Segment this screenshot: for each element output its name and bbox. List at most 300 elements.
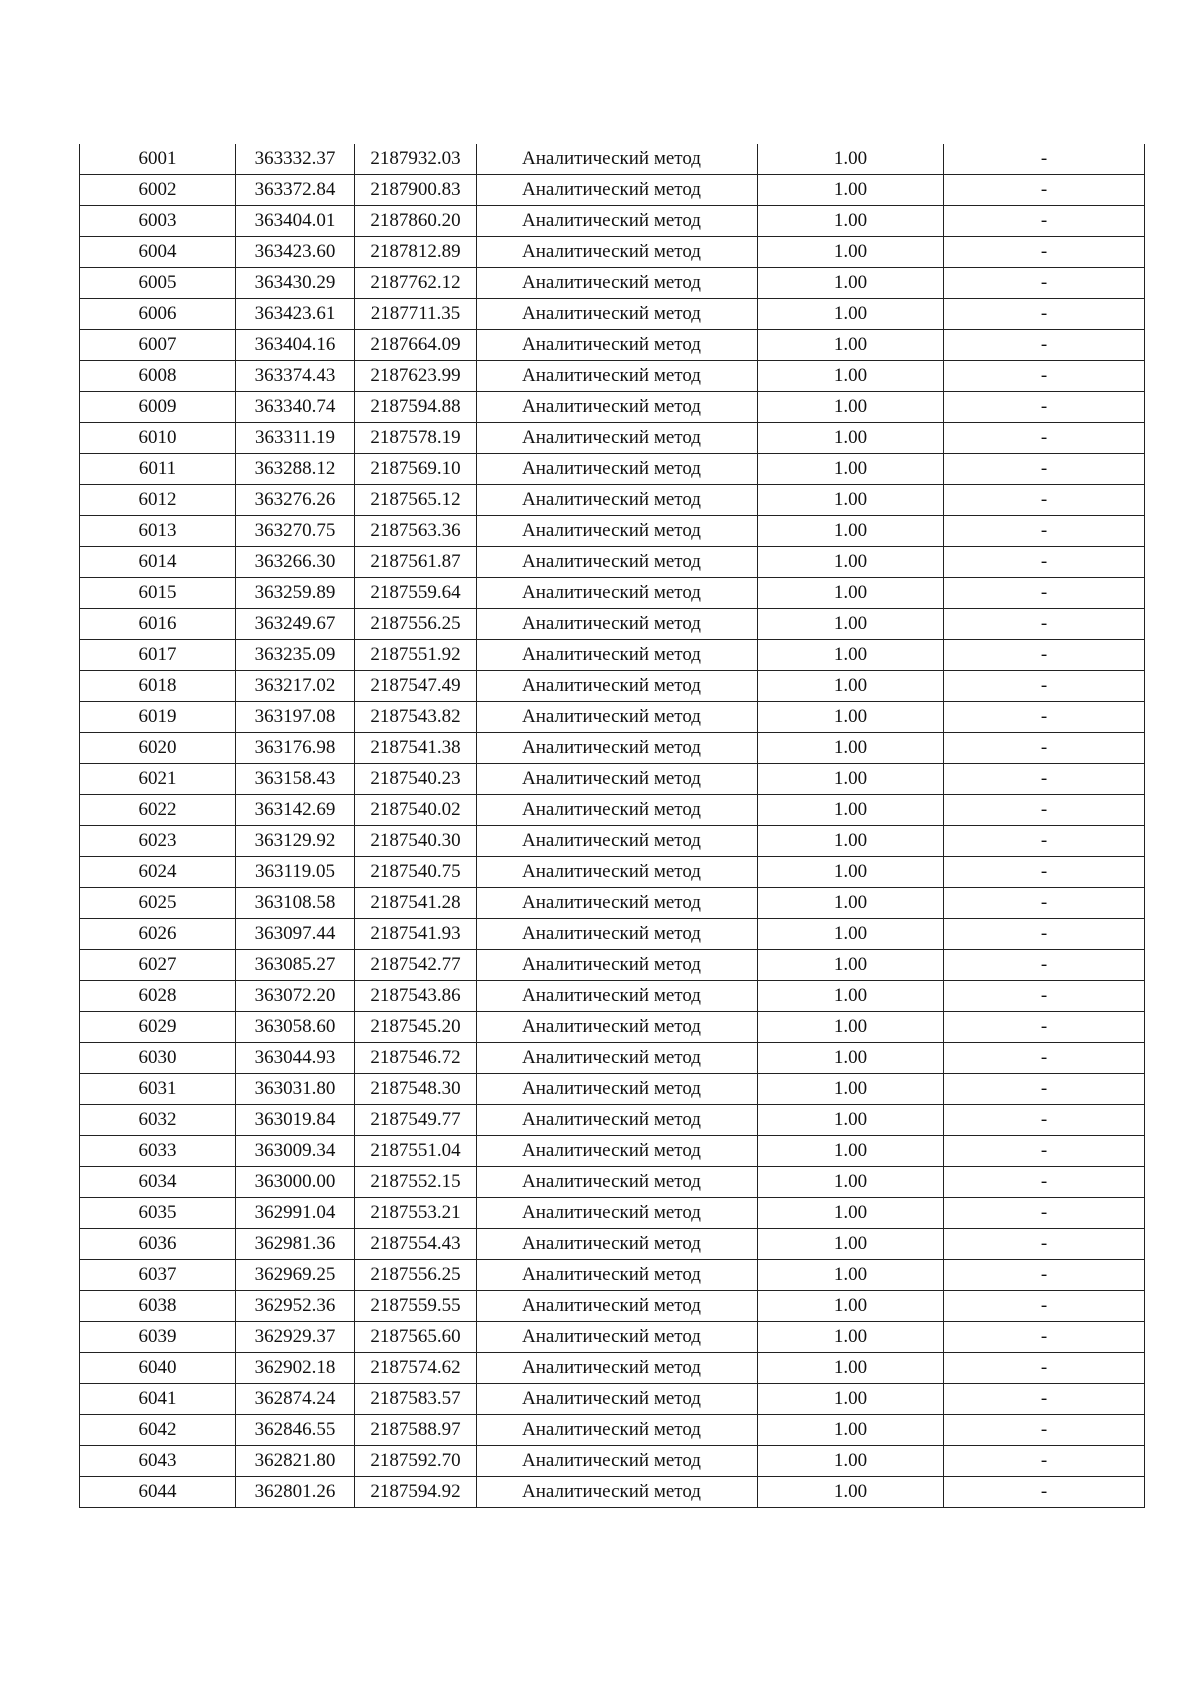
y-coordinate-cell: 2187762.12 — [355, 268, 477, 299]
method-cell: Аналитический метод — [477, 609, 758, 640]
x-coordinate-cell: 363019.84 — [236, 1105, 355, 1136]
note-cell: - — [944, 268, 1145, 299]
point-number-cell: 6037 — [80, 1260, 236, 1291]
accuracy-cell: 1.00 — [758, 950, 944, 981]
point-number-cell: 6044 — [80, 1477, 236, 1508]
note-cell: - — [944, 671, 1145, 702]
method-cell: Аналитический метод — [477, 857, 758, 888]
point-number-cell: 6024 — [80, 857, 236, 888]
point-number-cell: 6015 — [80, 578, 236, 609]
point-number-cell: 6041 — [80, 1384, 236, 1415]
method-cell: Аналитический метод — [477, 1477, 758, 1508]
x-coordinate-cell: 363197.08 — [236, 702, 355, 733]
y-coordinate-cell: 2187860.20 — [355, 206, 477, 237]
table-row — [80, 206, 1145, 237]
table-row — [80, 144, 1145, 175]
accuracy-cell: 1.00 — [758, 392, 944, 423]
accuracy-cell: 1.00 — [758, 1446, 944, 1477]
note-cell: - — [944, 609, 1145, 640]
table-row — [80, 609, 1145, 640]
method-cell: Аналитический метод — [477, 423, 758, 454]
x-coordinate-cell: 363009.34 — [236, 1136, 355, 1167]
method-cell: Аналитический метод — [477, 268, 758, 299]
method-cell: Аналитический метод — [477, 1012, 758, 1043]
x-coordinate-cell: 362929.37 — [236, 1322, 355, 1353]
table-row — [80, 1384, 1145, 1415]
note-cell: - — [944, 1353, 1145, 1384]
note-cell: - — [944, 1074, 1145, 1105]
point-number-cell: 6014 — [80, 547, 236, 578]
point-number-cell: 6027 — [80, 950, 236, 981]
y-coordinate-cell: 2187540.75 — [355, 857, 477, 888]
table-row — [80, 423, 1145, 454]
x-coordinate-cell: 362981.36 — [236, 1229, 355, 1260]
x-coordinate-cell: 363404.16 — [236, 330, 355, 361]
accuracy-cell: 1.00 — [758, 454, 944, 485]
x-coordinate-cell: 363085.27 — [236, 950, 355, 981]
accuracy-cell: 1.00 — [758, 1322, 944, 1353]
method-cell: Аналитический метод — [477, 299, 758, 330]
point-number-cell: 6007 — [80, 330, 236, 361]
x-coordinate-cell: 362821.80 — [236, 1446, 355, 1477]
accuracy-cell: 1.00 — [758, 1105, 944, 1136]
note-cell: - — [944, 454, 1145, 485]
accuracy-cell: 1.00 — [758, 1043, 944, 1074]
method-cell: Аналитический метод — [477, 1105, 758, 1136]
x-coordinate-cell: 362952.36 — [236, 1291, 355, 1322]
note-cell: - — [944, 330, 1145, 361]
point-number-cell: 6039 — [80, 1322, 236, 1353]
note-cell: - — [944, 1446, 1145, 1477]
note-cell: - — [944, 144, 1145, 175]
accuracy-cell: 1.00 — [758, 1415, 944, 1446]
x-coordinate-cell: 363430.29 — [236, 268, 355, 299]
table-row — [80, 1105, 1145, 1136]
y-coordinate-cell: 2187565.12 — [355, 485, 477, 516]
x-coordinate-cell: 363044.93 — [236, 1043, 355, 1074]
point-number-cell: 6034 — [80, 1167, 236, 1198]
table-row — [80, 1229, 1145, 1260]
note-cell: - — [944, 888, 1145, 919]
table-row — [80, 919, 1145, 950]
table-row — [80, 1415, 1145, 1446]
table-row — [80, 1074, 1145, 1105]
method-cell: Аналитический метод — [477, 144, 758, 175]
method-cell: Аналитический метод — [477, 361, 758, 392]
point-number-cell: 6004 — [80, 237, 236, 268]
x-coordinate-cell: 363374.43 — [236, 361, 355, 392]
x-coordinate-cell: 363072.20 — [236, 981, 355, 1012]
note-cell: - — [944, 795, 1145, 826]
y-coordinate-cell: 2187541.28 — [355, 888, 477, 919]
method-cell: Аналитический метод — [477, 1043, 758, 1074]
note-cell: - — [944, 423, 1145, 454]
accuracy-cell: 1.00 — [758, 144, 944, 175]
accuracy-cell: 1.00 — [758, 671, 944, 702]
accuracy-cell: 1.00 — [758, 981, 944, 1012]
x-coordinate-cell: 363129.92 — [236, 826, 355, 857]
y-coordinate-cell: 2187548.30 — [355, 1074, 477, 1105]
point-number-cell: 6030 — [80, 1043, 236, 1074]
point-number-cell: 6028 — [80, 981, 236, 1012]
y-coordinate-cell: 2187574.62 — [355, 1353, 477, 1384]
table-row — [80, 516, 1145, 547]
point-number-cell: 6032 — [80, 1105, 236, 1136]
point-number-cell: 6002 — [80, 175, 236, 206]
accuracy-cell: 1.00 — [758, 795, 944, 826]
table-row — [80, 237, 1145, 268]
table-row — [80, 361, 1145, 392]
note-cell: - — [944, 1012, 1145, 1043]
y-coordinate-cell: 2187551.04 — [355, 1136, 477, 1167]
accuracy-cell: 1.00 — [758, 516, 944, 547]
y-coordinate-cell: 2187556.25 — [355, 609, 477, 640]
table-row — [80, 1167, 1145, 1198]
table-row — [80, 733, 1145, 764]
y-coordinate-cell: 2187549.77 — [355, 1105, 477, 1136]
y-coordinate-cell: 2187545.20 — [355, 1012, 477, 1043]
accuracy-cell: 1.00 — [758, 578, 944, 609]
note-cell: - — [944, 516, 1145, 547]
table-row — [80, 1477, 1145, 1508]
accuracy-cell: 1.00 — [758, 268, 944, 299]
note-cell: - — [944, 1198, 1145, 1229]
note-cell: - — [944, 919, 1145, 950]
point-number-cell: 6040 — [80, 1353, 236, 1384]
note-cell: - — [944, 826, 1145, 857]
method-cell: Аналитический метод — [477, 1136, 758, 1167]
note-cell: - — [944, 733, 1145, 764]
accuracy-cell: 1.00 — [758, 888, 944, 919]
method-cell: Аналитический метод — [477, 919, 758, 950]
point-number-cell: 6035 — [80, 1198, 236, 1229]
note-cell: - — [944, 1477, 1145, 1508]
table-row — [80, 981, 1145, 1012]
accuracy-cell: 1.00 — [758, 330, 944, 361]
method-cell: Аналитический метод — [477, 547, 758, 578]
x-coordinate-cell: 363332.37 — [236, 144, 355, 175]
x-coordinate-cell: 363266.30 — [236, 547, 355, 578]
accuracy-cell: 1.00 — [758, 1291, 944, 1322]
y-coordinate-cell: 2187561.87 — [355, 547, 477, 578]
table-row — [80, 330, 1145, 361]
accuracy-cell: 1.00 — [758, 423, 944, 454]
table-row — [80, 1353, 1145, 1384]
y-coordinate-cell: 2187559.55 — [355, 1291, 477, 1322]
table-row — [80, 1291, 1145, 1322]
accuracy-cell: 1.00 — [758, 1012, 944, 1043]
coordinates-table — [79, 144, 1145, 1508]
y-coordinate-cell: 2187546.72 — [355, 1043, 477, 1074]
accuracy-cell: 1.00 — [758, 919, 944, 950]
point-number-cell: 6006 — [80, 299, 236, 330]
table-row — [80, 888, 1145, 919]
y-coordinate-cell: 2187543.86 — [355, 981, 477, 1012]
x-coordinate-cell: 363108.58 — [236, 888, 355, 919]
accuracy-cell: 1.00 — [758, 1229, 944, 1260]
note-cell: - — [944, 857, 1145, 888]
table-row — [80, 299, 1145, 330]
note-cell: - — [944, 1260, 1145, 1291]
x-coordinate-cell: 363158.43 — [236, 764, 355, 795]
method-cell: Аналитический метод — [477, 826, 758, 857]
table-row — [80, 175, 1145, 206]
accuracy-cell: 1.00 — [758, 1260, 944, 1291]
note-cell: - — [944, 361, 1145, 392]
note-cell: - — [944, 1291, 1145, 1322]
point-number-cell: 6026 — [80, 919, 236, 950]
method-cell: Аналитический метод — [477, 950, 758, 981]
accuracy-cell: 1.00 — [758, 640, 944, 671]
x-coordinate-cell: 363000.00 — [236, 1167, 355, 1198]
accuracy-cell: 1.00 — [758, 485, 944, 516]
method-cell: Аналитический метод — [477, 1198, 758, 1229]
table-row — [80, 578, 1145, 609]
x-coordinate-cell: 363311.19 — [236, 423, 355, 454]
method-cell: Аналитический метод — [477, 764, 758, 795]
y-coordinate-cell: 2187552.15 — [355, 1167, 477, 1198]
x-coordinate-cell: 363097.44 — [236, 919, 355, 950]
method-cell: Аналитический метод — [477, 671, 758, 702]
note-cell: - — [944, 1167, 1145, 1198]
point-number-cell: 6020 — [80, 733, 236, 764]
point-number-cell: 6029 — [80, 1012, 236, 1043]
note-cell: - — [944, 547, 1145, 578]
method-cell: Аналитический метод — [477, 485, 758, 516]
note-cell: - — [944, 1229, 1145, 1260]
point-number-cell: 6013 — [80, 516, 236, 547]
table-row — [80, 1446, 1145, 1477]
accuracy-cell: 1.00 — [758, 857, 944, 888]
y-coordinate-cell: 2187592.70 — [355, 1446, 477, 1477]
note-cell: - — [944, 950, 1145, 981]
method-cell: Аналитический метод — [477, 1229, 758, 1260]
note-cell: - — [944, 1415, 1145, 1446]
x-coordinate-cell: 362902.18 — [236, 1353, 355, 1384]
table-row — [80, 1012, 1145, 1043]
x-coordinate-cell: 363031.80 — [236, 1074, 355, 1105]
table-row — [80, 454, 1145, 485]
accuracy-cell: 1.00 — [758, 1353, 944, 1384]
method-cell: Аналитический метод — [477, 1322, 758, 1353]
point-number-cell: 6018 — [80, 671, 236, 702]
method-cell: Аналитический метод — [477, 1074, 758, 1105]
note-cell: - — [944, 1105, 1145, 1136]
note-cell: - — [944, 299, 1145, 330]
accuracy-cell: 1.00 — [758, 826, 944, 857]
x-coordinate-cell: 363142.69 — [236, 795, 355, 826]
x-coordinate-cell: 362846.55 — [236, 1415, 355, 1446]
method-cell: Аналитический метод — [477, 330, 758, 361]
note-cell: - — [944, 578, 1145, 609]
x-coordinate-cell: 363340.74 — [236, 392, 355, 423]
x-coordinate-cell: 363404.01 — [236, 206, 355, 237]
note-cell: - — [944, 640, 1145, 671]
point-number-cell: 6001 — [80, 144, 236, 175]
method-cell: Аналитический метод — [477, 206, 758, 237]
point-number-cell: 6023 — [80, 826, 236, 857]
table-row — [80, 795, 1145, 826]
note-cell: - — [944, 981, 1145, 1012]
accuracy-cell: 1.00 — [758, 702, 944, 733]
y-coordinate-cell: 2187711.35 — [355, 299, 477, 330]
x-coordinate-cell: 362874.24 — [236, 1384, 355, 1415]
accuracy-cell: 1.00 — [758, 733, 944, 764]
y-coordinate-cell: 2187540.23 — [355, 764, 477, 795]
table-row — [80, 1136, 1145, 1167]
x-coordinate-cell: 363058.60 — [236, 1012, 355, 1043]
point-number-cell: 6008 — [80, 361, 236, 392]
point-number-cell: 6009 — [80, 392, 236, 423]
coordinates-table-body — [80, 144, 1145, 1508]
method-cell: Аналитический метод — [477, 1415, 758, 1446]
method-cell: Аналитический метод — [477, 175, 758, 206]
y-coordinate-cell: 2187554.43 — [355, 1229, 477, 1260]
point-number-cell: 6043 — [80, 1446, 236, 1477]
y-coordinate-cell: 2187541.93 — [355, 919, 477, 950]
y-coordinate-cell: 2187540.30 — [355, 826, 477, 857]
note-cell: - — [944, 206, 1145, 237]
y-coordinate-cell: 2187540.02 — [355, 795, 477, 826]
method-cell: Аналитический метод — [477, 888, 758, 919]
point-number-cell: 6036 — [80, 1229, 236, 1260]
x-coordinate-cell: 363423.61 — [236, 299, 355, 330]
note-cell: - — [944, 1322, 1145, 1353]
table-row — [80, 826, 1145, 857]
method-cell: Аналитический метод — [477, 1384, 758, 1415]
table-row — [80, 392, 1145, 423]
note-cell: - — [944, 175, 1145, 206]
accuracy-cell: 1.00 — [758, 237, 944, 268]
point-number-cell: 6019 — [80, 702, 236, 733]
method-cell: Аналитический метод — [477, 1446, 758, 1477]
point-number-cell: 6011 — [80, 454, 236, 485]
y-coordinate-cell: 2187594.92 — [355, 1477, 477, 1508]
method-cell: Аналитический метод — [477, 640, 758, 671]
x-coordinate-cell: 363235.09 — [236, 640, 355, 671]
x-coordinate-cell: 362801.26 — [236, 1477, 355, 1508]
y-coordinate-cell: 2187623.99 — [355, 361, 477, 392]
y-coordinate-cell: 2187578.19 — [355, 423, 477, 454]
accuracy-cell: 1.00 — [758, 361, 944, 392]
x-coordinate-cell: 363276.26 — [236, 485, 355, 516]
y-coordinate-cell: 2187543.82 — [355, 702, 477, 733]
point-number-cell: 6003 — [80, 206, 236, 237]
x-coordinate-cell: 363176.98 — [236, 733, 355, 764]
note-cell: - — [944, 764, 1145, 795]
x-coordinate-cell: 363423.60 — [236, 237, 355, 268]
note-cell: - — [944, 1384, 1145, 1415]
y-coordinate-cell: 2187588.97 — [355, 1415, 477, 1446]
note-cell: - — [944, 392, 1145, 423]
y-coordinate-cell: 2187594.88 — [355, 392, 477, 423]
accuracy-cell: 1.00 — [758, 547, 944, 578]
accuracy-cell: 1.00 — [758, 1198, 944, 1229]
method-cell: Аналитический метод — [477, 1353, 758, 1384]
table-row — [80, 485, 1145, 516]
method-cell: Аналитический метод — [477, 578, 758, 609]
note-cell: - — [944, 237, 1145, 268]
table-row — [80, 268, 1145, 299]
y-coordinate-cell: 2187900.83 — [355, 175, 477, 206]
y-coordinate-cell: 2187932.03 — [355, 144, 477, 175]
accuracy-cell: 1.00 — [758, 1477, 944, 1508]
x-coordinate-cell: 363372.84 — [236, 175, 355, 206]
y-coordinate-cell: 2187569.10 — [355, 454, 477, 485]
point-number-cell: 6033 — [80, 1136, 236, 1167]
x-coordinate-cell: 363119.05 — [236, 857, 355, 888]
accuracy-cell: 1.00 — [758, 1074, 944, 1105]
point-number-cell: 6005 — [80, 268, 236, 299]
y-coordinate-cell: 2187542.77 — [355, 950, 477, 981]
table-row — [80, 857, 1145, 888]
y-coordinate-cell: 2187551.92 — [355, 640, 477, 671]
table-row — [80, 1322, 1145, 1353]
y-coordinate-cell: 2187553.21 — [355, 1198, 477, 1229]
table-row — [80, 1198, 1145, 1229]
method-cell: Аналитический метод — [477, 392, 758, 423]
note-cell: - — [944, 1136, 1145, 1167]
y-coordinate-cell: 2187563.36 — [355, 516, 477, 547]
point-number-cell: 6012 — [80, 485, 236, 516]
method-cell: Аналитический метод — [477, 981, 758, 1012]
accuracy-cell: 1.00 — [758, 609, 944, 640]
x-coordinate-cell: 362991.04 — [236, 1198, 355, 1229]
point-number-cell: 6042 — [80, 1415, 236, 1446]
x-coordinate-cell: 363217.02 — [236, 671, 355, 702]
point-number-cell: 6031 — [80, 1074, 236, 1105]
note-cell: - — [944, 1043, 1145, 1074]
x-coordinate-cell: 362969.25 — [236, 1260, 355, 1291]
point-number-cell: 6022 — [80, 795, 236, 826]
x-coordinate-cell: 363288.12 — [236, 454, 355, 485]
y-coordinate-cell: 2187664.09 — [355, 330, 477, 361]
y-coordinate-cell: 2187812.89 — [355, 237, 477, 268]
point-number-cell: 6025 — [80, 888, 236, 919]
y-coordinate-cell: 2187547.49 — [355, 671, 477, 702]
x-coordinate-cell: 363259.89 — [236, 578, 355, 609]
accuracy-cell: 1.00 — [758, 1384, 944, 1415]
table-row — [80, 950, 1145, 981]
table-row — [80, 764, 1145, 795]
accuracy-cell: 1.00 — [758, 1167, 944, 1198]
method-cell: Аналитический метод — [477, 702, 758, 733]
accuracy-cell: 1.00 — [758, 175, 944, 206]
table-row — [80, 1043, 1145, 1074]
point-number-cell: 6038 — [80, 1291, 236, 1322]
table-row — [80, 702, 1145, 733]
x-coordinate-cell: 363249.67 — [236, 609, 355, 640]
table-row — [80, 547, 1145, 578]
y-coordinate-cell: 2187556.25 — [355, 1260, 477, 1291]
method-cell: Аналитический метод — [477, 733, 758, 764]
note-cell: - — [944, 702, 1145, 733]
accuracy-cell: 1.00 — [758, 764, 944, 795]
accuracy-cell: 1.00 — [758, 1136, 944, 1167]
table-row — [80, 1260, 1145, 1291]
accuracy-cell: 1.00 — [758, 299, 944, 330]
method-cell: Аналитический метод — [477, 237, 758, 268]
method-cell: Аналитический метод — [477, 454, 758, 485]
method-cell: Аналитический метод — [477, 795, 758, 826]
x-coordinate-cell: 363270.75 — [236, 516, 355, 547]
table-row — [80, 671, 1145, 702]
method-cell: Аналитический метод — [477, 516, 758, 547]
accuracy-cell: 1.00 — [758, 206, 944, 237]
method-cell: Аналитический метод — [477, 1260, 758, 1291]
y-coordinate-cell: 2187541.38 — [355, 733, 477, 764]
point-number-cell: 6010 — [80, 423, 236, 454]
